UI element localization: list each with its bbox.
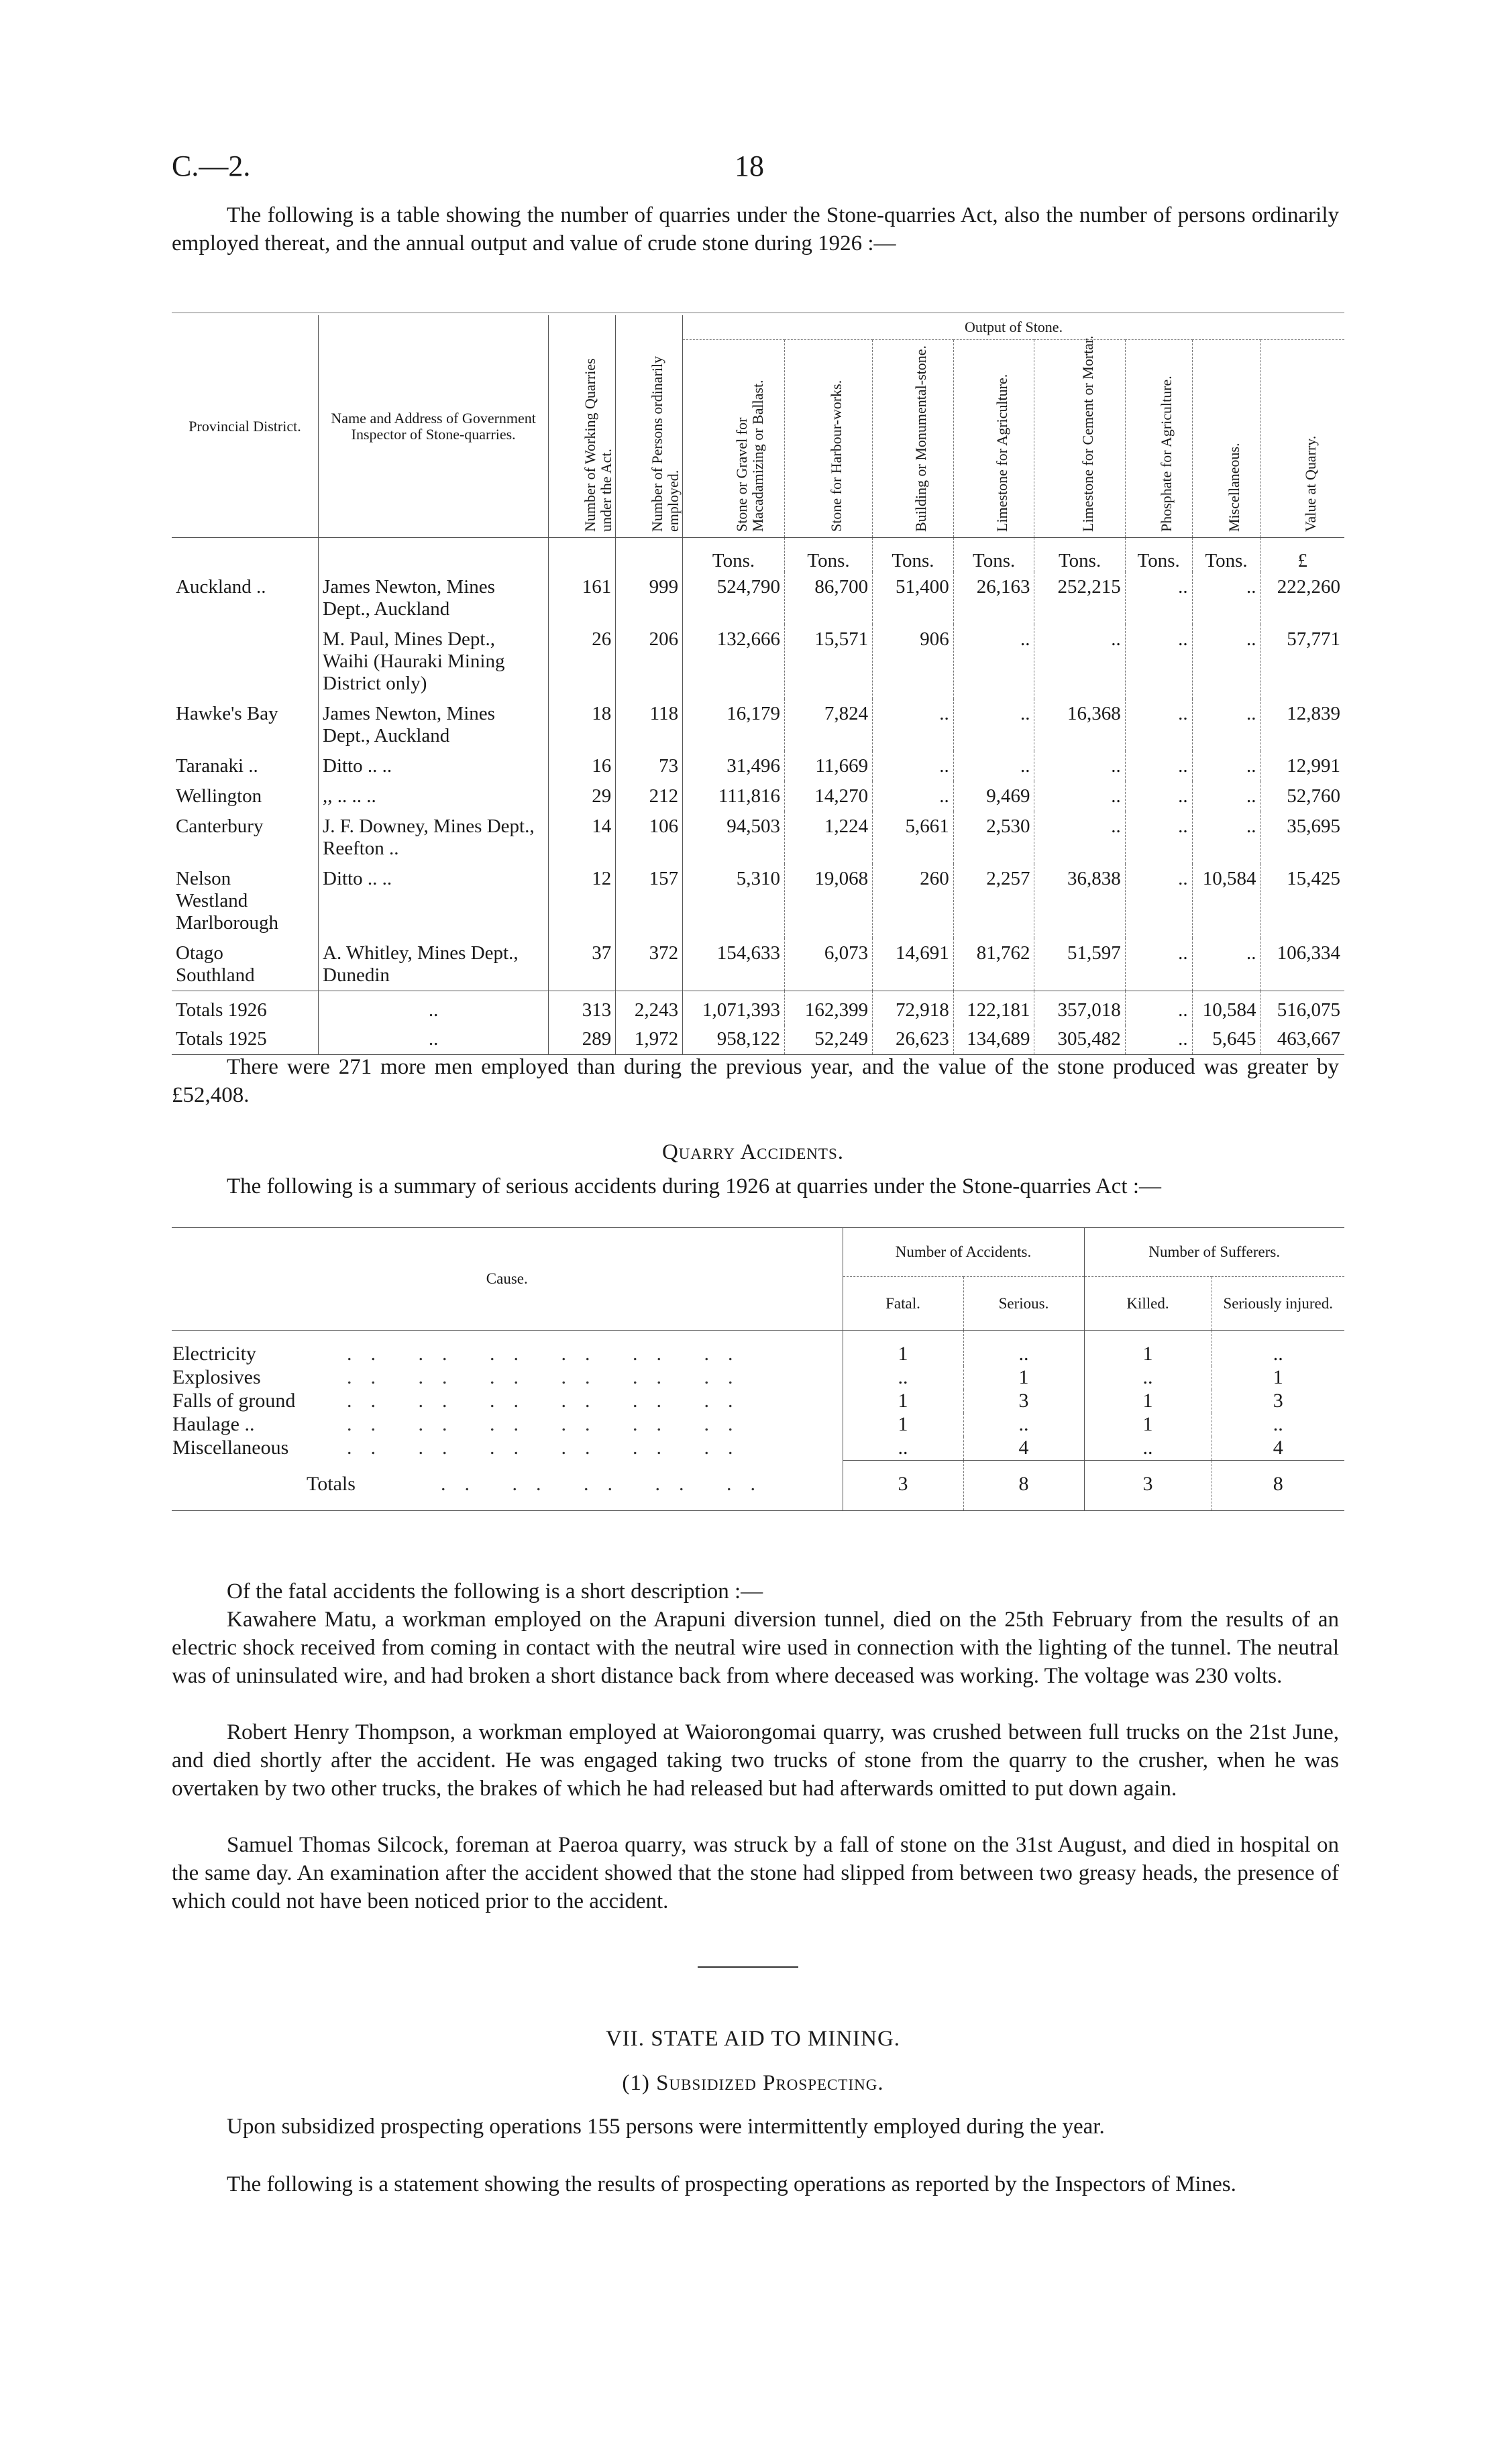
killed-cell: 1 <box>1084 1331 1212 1367</box>
harbour-cell: 162,399 <box>785 991 873 1026</box>
lime-cement-cell: .. <box>1034 811 1125 864</box>
dot-leader: .. .. .. .. .. .. <box>347 1413 752 1435</box>
harbour-cell: 19,068 <box>785 864 873 938</box>
cause-label: Falls of ground <box>172 1390 296 1412</box>
page-number: 18 <box>735 150 764 182</box>
unit-label: Tons. <box>785 538 873 573</box>
group-number-of-accidents: Number of Accidents. <box>843 1228 1084 1277</box>
injured-cell: .. <box>1212 1413 1344 1437</box>
cause-label: Electricity <box>172 1343 256 1365</box>
cause-label: Haulage .. <box>172 1413 255 1435</box>
units-blank <box>549 538 616 573</box>
lime-cement-cell: 36,838 <box>1034 864 1125 938</box>
statement-paragraph: The following is a statement showing the results of prospecting operations as reported by the Inspectors of Mines. <box>227 2172 1236 2196</box>
quarry-row <box>172 751 1344 781</box>
col-building-stone <box>873 340 954 538</box>
stone-cell: 111,816 <box>683 781 785 811</box>
totals-label: Totals <box>307 1472 356 1495</box>
col-inspector: Name and Address of Government Inspector of Stone-quarries. <box>319 315 549 538</box>
prospecting-paragraph: Upon subsidized prospecting operations 155 persons were intermittently employed during the year. <box>227 2115 1105 2139</box>
unit-label: Tons. <box>953 538 1034 573</box>
intro-paragraph: The following is a table showing the number of quarries under the Stone-quarries Act, also the number of persons ordinarily employed thereat, and the annual output and value of crude stone during 1926 :— <box>172 203 1339 256</box>
building-cell: 72,918 <box>873 991 954 1026</box>
total-killed-cell: 3 <box>1084 1461 1212 1511</box>
quarries-cell: 26 <box>549 624 616 699</box>
harbour-cell: 14,270 <box>785 781 873 811</box>
quarry-row <box>172 624 1344 699</box>
persons-cell: 1,972 <box>616 1025 683 1055</box>
inspector-cell: J. F. Downey, Mines Dept., Reefton .. <box>319 811 549 864</box>
cause-cell <box>172 1413 843 1437</box>
building-cell: 260 <box>873 864 954 938</box>
lime-agri-cell: 2,530 <box>953 811 1034 864</box>
lime-cement-cell: .. <box>1034 624 1125 699</box>
col-working-quarries <box>549 315 616 538</box>
killed-cell: .. <box>1084 1437 1212 1461</box>
district-cell: Totals 1925 <box>172 1025 319 1055</box>
lime-agri-cell: 81,762 <box>953 938 1034 991</box>
district-cell <box>172 624 319 699</box>
district-cell: Taranaki .. <box>176 755 258 777</box>
lime-cement-cell: 16,368 <box>1034 699 1125 751</box>
phosphate-cell: .. <box>1125 991 1192 1026</box>
lime-agri-cell: 122,181 <box>953 991 1034 1026</box>
fatal-accident-description-3: Samuel Thomas Silcock, foreman at Paeroa quarry, was struck by a fall of stone on the 31st August, and died in hospital on the same day. An examination after the accident showed that the stone had slipped from between two greasy heads, the presence of which could not have been noticed prior to the accident. <box>172 1833 1339 1913</box>
harbour-cell: 6,073 <box>785 938 873 991</box>
phosphate-cell: .. <box>1125 572 1192 624</box>
district-cell: Nelson Westland Marlborough <box>176 868 279 934</box>
phosphate-cell: .. <box>1125 811 1192 864</box>
value-cell: 463,667 <box>1260 1025 1344 1055</box>
fatal-cell: .. <box>843 1437 963 1461</box>
value-cell: 35,695 <box>1260 811 1344 864</box>
stone-cell: 524,790 <box>683 572 785 624</box>
harbour-cell: 52,249 <box>785 1025 873 1055</box>
col-value-at-quarry <box>1260 340 1344 538</box>
unit-label: Tons. <box>873 538 954 573</box>
dot-leader: .. .. .. .. .. <box>441 1472 774 1495</box>
inspector-cell: James Newton, Mines Dept., Auckland <box>319 699 549 751</box>
col-fatal: Fatal. <box>843 1277 963 1331</box>
building-cell: .. <box>873 751 954 781</box>
district-cell: Totals 1926 <box>172 991 319 1026</box>
phosphate-cell: .. <box>1125 751 1192 781</box>
quarry-row <box>172 699 1344 751</box>
col-stone-ballast <box>683 340 785 538</box>
harbour-cell: 1,224 <box>785 811 873 864</box>
accident-row <box>172 1366 1344 1390</box>
phosphate-cell: .. <box>1125 864 1192 938</box>
quarries-cell: 16 <box>549 751 616 781</box>
building-cell: .. <box>873 699 954 751</box>
district-cell: Auckland .. <box>176 576 266 598</box>
accidents-table <box>172 1227 1344 1511</box>
cause-label: Miscellaneous <box>172 1437 289 1459</box>
unit-label: £ <box>1260 538 1344 573</box>
quarry-output-table <box>172 315 1344 1055</box>
district-cell: Hawke's Bay <box>176 703 278 724</box>
totals-row <box>172 991 1344 1026</box>
misc-cell: 10,584 <box>1192 864 1260 938</box>
value-cell: 516,075 <box>1260 991 1344 1026</box>
persons-cell: 157 <box>616 864 683 938</box>
value-cell: 15,425 <box>1260 864 1344 938</box>
harbour-cell: 11,669 <box>785 751 873 781</box>
col-harbour-works-label: Stone for Harbour-works. <box>828 380 845 532</box>
col-provincial-district: Provincial District. <box>172 315 319 538</box>
lime-agri-cell: 134,689 <box>953 1025 1034 1055</box>
persons-cell: 999 <box>616 572 683 624</box>
totals-cause-cell <box>172 1461 843 1511</box>
building-cell: 51,400 <box>873 572 954 624</box>
fatal-accident-description-2: Robert Henry Thompson, a workman employed at Waiorongomai quarry, was crushed between full trucks on the 21st June, and died shortly after the accident. He was engaged taking two trucks of stone from the quarry to the crusher, when he was overtaken by two other trucks, the brakes of which he had released but had afterwards omitted to put down again. <box>172 1720 1339 1801</box>
injured-cell: 1 <box>1212 1366 1344 1390</box>
quarry-row <box>172 781 1344 811</box>
inspector-cell: .. <box>319 991 549 1026</box>
harbour-cell: 7,824 <box>785 699 873 751</box>
col-phosphate-label: Phosphate for Agriculture. <box>1158 376 1175 532</box>
inspector-cell: .. <box>319 1025 549 1055</box>
injured-cell: .. <box>1212 1331 1344 1367</box>
lime-cement-cell: .. <box>1034 781 1125 811</box>
lime-cement-cell: 357,018 <box>1034 991 1125 1026</box>
stone-cell: 31,496 <box>683 751 785 781</box>
misc-cell: .. <box>1192 781 1260 811</box>
col-killed: Killed. <box>1084 1277 1212 1331</box>
accident-row <box>172 1437 1344 1461</box>
inspector-cell: Ditto .. .. <box>319 864 549 938</box>
misc-cell: .. <box>1192 699 1260 751</box>
fatal-cell: 1 <box>843 1390 963 1413</box>
col-cause: Cause. <box>172 1228 843 1331</box>
subsection-heading: (1) Subsidized Prospecting. <box>622 2071 884 2095</box>
total-injured-cell: 8 <box>1212 1461 1344 1511</box>
col-limestone-agriculture-label: Limestone for Agriculture. <box>993 374 1010 532</box>
misc-cell: 10,584 <box>1192 991 1260 1026</box>
building-cell: 906 <box>873 624 954 699</box>
stone-cell: 5,310 <box>683 864 785 938</box>
fatal-cell: 1 <box>843 1331 963 1367</box>
cause-cell <box>172 1331 843 1367</box>
phosphate-cell: .. <box>1125 781 1192 811</box>
inspector-cell: A. Whitley, Mines Dept., Dunedin <box>319 938 549 991</box>
col-harbour-works <box>785 340 873 538</box>
col-phosphate <box>1125 340 1192 538</box>
dot-leader: .. .. .. .. .. .. <box>347 1437 752 1459</box>
value-cell: 57,771 <box>1260 624 1344 699</box>
quarry-row <box>172 572 1344 624</box>
section-divider <box>698 1966 798 1968</box>
killed-cell: .. <box>1084 1366 1212 1390</box>
col-value-at-quarry-label: Value at Quarry. <box>1301 435 1319 532</box>
quarries-cell: 18 <box>549 699 616 751</box>
persons-cell: 372 <box>616 938 683 991</box>
col-limestone-cement <box>1034 335 1125 538</box>
serious-cell: .. <box>963 1413 1084 1437</box>
col-building-stone-label: Building or Monumental-stone. <box>912 345 929 532</box>
stone-cell: 132,666 <box>683 624 785 699</box>
dot-leader: .. .. .. .. .. .. <box>347 1366 752 1388</box>
units-blank <box>172 538 319 573</box>
unit-label: Tons. <box>683 538 785 573</box>
quarries-cell: 161 <box>549 572 616 624</box>
fatal-accident-description-1: Kawahere Matu, a workman employed on the Arapuni diversion tunnel, died on the 25th February from the results of an electric shock received from coming in contact with the neutral wire used in connection with the lighting of the tunnel. The neutral was of uninsulated wire, and had broken a short distance back from where deceased was working. The voltage was 230 volts. <box>172 1608 1339 1688</box>
total-serious-cell: 8 <box>963 1461 1084 1511</box>
units-blank <box>319 538 549 573</box>
persons-cell: 73 <box>616 751 683 781</box>
phosphate-cell: .. <box>1125 938 1192 991</box>
serious-cell: 3 <box>963 1390 1084 1413</box>
inspector-cell: Ditto .. .. <box>319 751 549 781</box>
quarries-cell: 12 <box>549 864 616 938</box>
injured-cell: 4 <box>1212 1437 1344 1461</box>
killed-cell: 1 <box>1084 1413 1212 1437</box>
stone-cell: 154,633 <box>683 938 785 991</box>
misc-cell: .. <box>1192 811 1260 864</box>
section-heading: VII. STATE AID TO MINING. <box>605 2027 901 2051</box>
dot-leader: .. .. .. .. .. .. <box>347 1390 752 1412</box>
quarries-cell: 289 <box>549 1025 616 1055</box>
phosphate-cell: .. <box>1125 1025 1192 1055</box>
value-cell: 12,991 <box>1260 751 1344 781</box>
lime-cement-cell: 305,482 <box>1034 1025 1125 1055</box>
quarries-cell: 313 <box>549 991 616 1026</box>
accident-row <box>172 1390 1344 1413</box>
cause-cell <box>172 1366 843 1390</box>
col-working-quarries-label: Number of Working Quarries under the Act. <box>581 357 614 532</box>
unit-label: Tons. <box>1125 538 1192 573</box>
phosphate-cell: .. <box>1125 699 1192 751</box>
serious-cell: 1 <box>963 1366 1084 1390</box>
col-persons-employed <box>616 315 683 538</box>
lime-cement-cell: .. <box>1034 751 1125 781</box>
document-reference: C.—2. <box>172 150 251 182</box>
value-cell: 106,334 <box>1260 938 1344 991</box>
harbour-cell: 86,700 <box>785 572 873 624</box>
inspector-cell: ,, .. .. .. <box>319 781 549 811</box>
fatal-accidents-intro: Of the fatal accidents the following is a short description :— <box>227 1579 763 1604</box>
quarry-row <box>172 938 1344 991</box>
units-blank <box>616 538 683 573</box>
killed-cell: 1 <box>1084 1390 1212 1413</box>
accident-row <box>172 1331 1344 1367</box>
persons-cell: 2,243 <box>616 991 683 1026</box>
lime-agri-cell: 2,257 <box>953 864 1034 938</box>
inspector-cell: M. Paul, Mines Dept., Waihi (Hauraki Mining District only) <box>319 624 549 699</box>
total-fatal-cell: 3 <box>843 1461 963 1511</box>
col-limestone-agriculture <box>953 340 1034 538</box>
lime-agri-cell: .. <box>953 699 1034 751</box>
district-cell: Canterbury <box>176 816 264 837</box>
employment-paragraph: There were 271 more men employed than during the previous year, and the value of the stone produced was greater by £52,408. <box>172 1055 1339 1107</box>
persons-cell: 206 <box>616 624 683 699</box>
quarries-cell: 37 <box>549 938 616 991</box>
accidents-totals-row <box>172 1461 1344 1511</box>
misc-cell: .. <box>1192 938 1260 991</box>
misc-cell: .. <box>1192 572 1260 624</box>
persons-cell: 106 <box>616 811 683 864</box>
building-cell: 26,623 <box>873 1025 954 1055</box>
serious-cell: 4 <box>963 1437 1084 1461</box>
col-miscellaneous-label: Miscellaneous. <box>1226 443 1243 532</box>
value-cell: 12,839 <box>1260 699 1344 751</box>
col-persons-employed-label: Number of Persons ordinarily employed. <box>648 355 682 532</box>
stone-cell: 16,179 <box>683 699 785 751</box>
col-stone-ballast-label: Stone or Gravel for Macadamizing or Ballast. <box>733 380 766 532</box>
lime-cement-cell: 51,597 <box>1034 938 1125 991</box>
units-row <box>172 538 1344 573</box>
accidents-table-body <box>172 1331 1344 1511</box>
accident-row <box>172 1413 1344 1437</box>
cause-label: Explosives <box>172 1366 261 1388</box>
unit-label: Tons. <box>1192 538 1260 573</box>
lime-agri-cell: 9,469 <box>953 781 1034 811</box>
col-miscellaneous <box>1192 340 1260 538</box>
totals-row <box>172 1025 1344 1055</box>
misc-cell: .. <box>1192 624 1260 699</box>
serious-cell: .. <box>963 1331 1084 1367</box>
cause-cell <box>172 1437 843 1461</box>
col-limestone-cement-label: Limestone for Cement or Mortar. <box>1079 335 1096 532</box>
unit-label: Tons. <box>1034 538 1125 573</box>
cause-cell <box>172 1390 843 1413</box>
lime-cement-cell: 252,215 <box>1034 572 1125 624</box>
building-cell: 14,691 <box>873 938 954 991</box>
stone-cell: 94,503 <box>683 811 785 864</box>
value-cell: 222,260 <box>1260 572 1344 624</box>
misc-cell: .. <box>1192 751 1260 781</box>
quarry-row <box>172 864 1344 938</box>
building-cell: 5,661 <box>873 811 954 864</box>
accidents-intro-paragraph: The following is a summary of serious accidents during 1926 at quarries under the Stone-quarries Act :— <box>227 1174 1161 1198</box>
col-seriously-injured: Seriously injured. <box>1212 1277 1344 1331</box>
quarry-row <box>172 811 1344 864</box>
value-cell: 52,760 <box>1260 781 1344 811</box>
injured-cell: 3 <box>1212 1390 1344 1413</box>
quarries-cell: 14 <box>549 811 616 864</box>
inspector-cell: James Newton, Mines Dept., Auckland <box>319 572 549 624</box>
phosphate-cell: .. <box>1125 624 1192 699</box>
fatal-cell: 1 <box>843 1413 963 1437</box>
quarry-accidents-heading: Quarry Accidents. <box>661 1140 845 1164</box>
lime-agri-cell: 26,163 <box>953 572 1034 624</box>
building-cell: .. <box>873 781 954 811</box>
persons-cell: 212 <box>616 781 683 811</box>
stone-cell: 1,071,393 <box>683 991 785 1026</box>
district-cell: Otago Southland <box>176 942 255 986</box>
group-output-of-stone: Output of Stone. <box>683 315 1344 340</box>
group-number-of-sufferers: Number of Sufferers. <box>1084 1228 1344 1277</box>
quarries-cell: 29 <box>549 781 616 811</box>
dot-leader: .. .. .. .. .. .. <box>347 1343 752 1365</box>
col-serious: Serious. <box>963 1277 1084 1331</box>
harbour-cell: 15,571 <box>785 624 873 699</box>
quarry-table-body <box>172 538 1344 1055</box>
stone-cell: 958,122 <box>683 1025 785 1055</box>
lime-agri-cell: .. <box>953 624 1034 699</box>
persons-cell: 118 <box>616 699 683 751</box>
misc-cell: 5,645 <box>1192 1025 1260 1055</box>
lime-agri-cell: .. <box>953 751 1034 781</box>
fatal-cell: .. <box>843 1366 963 1390</box>
district-cell: Wellington <box>176 785 262 807</box>
